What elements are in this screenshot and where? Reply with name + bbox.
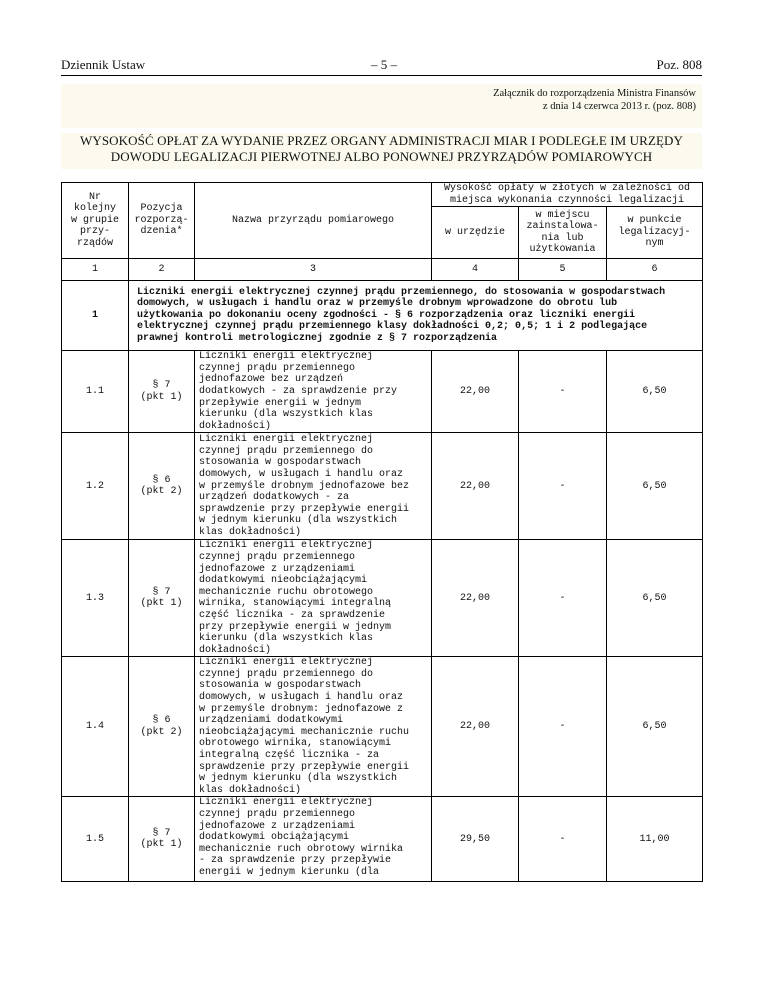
text-line: w przemyśle drobnym jednofazowe bez [199, 480, 410, 492]
row-nr: 1.5 [62, 797, 129, 882]
text-line: stosowania w gospodarstwach [199, 457, 362, 469]
row-fee-site: - [519, 433, 607, 540]
text-line: Nr [88, 191, 101, 203]
paragraph-ref: (pkt 1) [140, 598, 183, 610]
text-line: energii w jednym kierunku (dla [199, 866, 380, 878]
table-row [62, 433, 703, 540]
row-instrument-name [195, 351, 432, 433]
text-line: mechanicznie ruchu obrotowego [199, 586, 374, 598]
head-wysokosc [432, 183, 703, 207]
column-number: 4 [432, 259, 519, 281]
row-fee-point: 11,00 [607, 797, 703, 882]
text-line: czynnej prądu przemiennego do [199, 668, 374, 680]
row-paragraph [129, 540, 195, 657]
head-w-miejscu [519, 207, 607, 259]
text-line: przepływie energii w jednym [199, 397, 362, 409]
title-line-2: DOWODU LEGALIZACJI PIERWOTNEJ ALBO PONOWNEJ PRZYRZĄDÓW POMIAROWYCH [110, 149, 653, 164]
text-line: w grupie [70, 214, 119, 226]
text-line: nym [645, 238, 664, 250]
document-title [61, 133, 702, 169]
text-line: przy- [79, 226, 110, 238]
head-w-punkcie [607, 207, 703, 259]
text-line: dzenia* [140, 226, 183, 238]
row-fee-point: 6,50 [607, 540, 703, 657]
text-line: mechanicznie ruch obrotowy wirnika [199, 843, 404, 855]
text-line: przy przepływie energii w jednym [199, 621, 392, 633]
table-row [62, 540, 703, 657]
paragraph-ref: § 6 [152, 474, 171, 486]
row-paragraph [129, 657, 195, 797]
text-line: nia lub [541, 232, 584, 244]
text-line: czynnej prądu przemiennego [199, 362, 356, 374]
row-fee-point: 6,50 [607, 351, 703, 433]
text-line: dokładności) [199, 644, 272, 656]
text-line: sprawdzenie przy przepływie energii [199, 761, 410, 773]
text-line: jednofazowe bez urządzeń [199, 374, 344, 386]
row-fee-site: - [519, 657, 607, 797]
text-line: dodatkowymi obciążającymi [199, 832, 350, 844]
paragraph-ref: § 7 [152, 827, 171, 839]
text-line: Pozycja [140, 203, 183, 215]
head-nazwa: Nazwa przyrządu pomiarowego [195, 183, 432, 259]
text-line: w jednym kierunku (dla wszystkich [199, 515, 398, 527]
row-fee-point: 6,50 [607, 433, 703, 540]
text-line: czynnej prądu przemiennego [199, 551, 356, 563]
text-line: domowych, w usługach i handlu oraz [199, 692, 404, 704]
head-nr [62, 183, 129, 259]
paragraph-ref: (pkt 2) [140, 726, 183, 738]
paragraph-ref: § 6 [152, 715, 171, 727]
column-numbers-row [62, 259, 703, 281]
text-line: czynnej prądu przemiennego do [199, 445, 374, 457]
text-line: nieobciążającymi mechanicznie ruchu [199, 726, 410, 738]
text-line: Liczniki energii elektrycznej czynnej prądu przemiennego, do stosowania w gospodarstwach [137, 286, 666, 298]
row-fee-office: 22,00 [432, 433, 519, 540]
text-line: - za sprawdzenie przy przepływie [199, 855, 392, 867]
head-w-urzedzie: w urzędzie [432, 207, 519, 259]
text-line: jednofazowe z urządzeniami [199, 563, 356, 575]
table-row [62, 351, 703, 433]
text-line: miejsca wykonania czynności legalizacji [449, 194, 685, 206]
text-line: dodatkowych - za sprawdzenie przy [199, 385, 398, 397]
row-instrument-name [195, 433, 432, 540]
paragraph-ref: (pkt 1) [140, 391, 183, 403]
row-paragraph [129, 433, 195, 540]
text-line: legalizacyj- [618, 226, 691, 238]
text-line: jednofazowe z urządzeniami [199, 820, 356, 832]
annex-note [61, 84, 702, 128]
text-line: rządów [76, 237, 113, 249]
row-fee-office: 22,00 [432, 657, 519, 797]
text-line: Wysokość opłaty w złotych w zależności od [443, 183, 691, 194]
text-line: rozporzą- [134, 214, 189, 226]
row-nr: 1.2 [62, 433, 129, 540]
text-line: w przemyśle drobnym: jednofazowe z [199, 703, 404, 715]
text-line: obrotowego wirnika, stanowiącymi [199, 738, 392, 750]
text-line: Liczniki energii elektrycznej [199, 434, 374, 446]
row-nr: 1.3 [62, 540, 129, 657]
text-line: wirnika, stanowiącymi integralną [199, 598, 392, 610]
row-paragraph [129, 797, 195, 882]
row-fee-office: 29,50 [432, 797, 519, 882]
row-fee-office: 22,00 [432, 351, 519, 433]
text-line: domowych, w usługach i handlu oraz [199, 468, 404, 480]
text-line: prawnej kontroli metrologicznej zgodnie z § 7 rozporządzenia [137, 333, 498, 345]
row-fee-office: 22,00 [432, 540, 519, 657]
page-header [0, 0, 768, 70]
row-fee-site: - [519, 540, 607, 657]
text-line: sprawdzenie przy przepływie energii [199, 503, 410, 515]
page-number: – 5 – [371, 57, 397, 72]
text-line: część licznika - za sprawdzenie [199, 609, 386, 621]
column-number: 1 [62, 259, 129, 281]
row-nr: 1.4 [62, 657, 129, 797]
text-line: kierunku (dla wszystkich klas [199, 409, 374, 421]
column-number: 5 [519, 259, 607, 281]
column-number: 3 [195, 259, 432, 281]
paragraph-ref: § 7 [152, 380, 171, 392]
paragraph-ref: § 7 [152, 586, 171, 598]
title-line-1: WYSOKOŚĆ OPŁAT ZA WYDANIE PRZEZ ORGANY ADMINISTRACJI MIAR I PODLEGŁE IM URZĘDY [79, 133, 684, 148]
text-line: elektrycznej czynnej prądu przemiennego klasy dokładności 0,2; 0,5; 1 i 2 podlegające [137, 321, 648, 333]
header-rule [61, 75, 702, 76]
row-paragraph [129, 351, 195, 433]
text-line: urządzeniami dodatkowymi [199, 715, 344, 727]
text-line: dodatkowymi nieobciążającymi [199, 575, 368, 587]
position-number: Poz. 808 [656, 57, 702, 72]
text-line: w miejscu [535, 209, 590, 221]
table-row [62, 657, 703, 797]
text-line: Liczniki energii elektrycznej [199, 657, 374, 669]
row-fee-point: 6,50 [607, 657, 703, 797]
text-line: czynnej prądu przemiennego [199, 809, 356, 820]
row-fee-site: - [519, 351, 607, 433]
column-number: 2 [129, 259, 195, 281]
text-line: kolejny [73, 203, 116, 215]
text-line: stosowania w gospodarstwach [199, 680, 362, 692]
column-number: 6 [607, 259, 703, 281]
text-line: dokładności) [199, 420, 272, 432]
fees-table [61, 182, 703, 882]
text-line: użytkowania [529, 244, 596, 256]
text-line: klas dokładności) [199, 526, 302, 538]
text-line: klas dokładności) [199, 784, 302, 796]
journal-name: Dziennik Ustaw [61, 57, 146, 72]
paragraph-ref: (pkt 2) [140, 486, 183, 498]
text-line: urządzeń dodatkowych - za [199, 492, 350, 504]
group-nr: 1 [62, 281, 129, 351]
text-line: użytkowania po dokonaniu oceny zgodności - § 6 rozporządzenia oraz liczniki energii [137, 309, 636, 321]
text-line: integralną część licznika - za [199, 750, 380, 762]
group-row [62, 281, 703, 351]
text-line: w punkcie [627, 215, 682, 227]
text-line: Liczniki energii elektrycznej [199, 351, 374, 363]
text-line: Liczniki energii elektrycznej [199, 540, 374, 552]
text-line: w jednym kierunku (dla wszystkich [199, 773, 398, 785]
annex-line-2: z dnia 14 czerwca 2013 r. (poz. 808) [542, 101, 696, 112]
text-line: kierunku (dla wszystkich klas [199, 633, 374, 645]
table-row [62, 797, 703, 882]
row-instrument-name [195, 540, 432, 657]
row-nr: 1.1 [62, 351, 129, 433]
text-line: domowych, w usługach i handlu oraz w przemyśle drobnym wprowadzone do obrotu lub [137, 298, 618, 310]
text-line: zainstalowa- [526, 221, 599, 233]
annex-line-1: Załącznik do rozporządzenia Ministra Finansów [493, 88, 696, 99]
group-title [129, 281, 703, 351]
text-line: Liczniki energii elektrycznej [199, 797, 374, 809]
paragraph-ref: (pkt 1) [140, 839, 183, 851]
row-instrument-name [195, 797, 432, 882]
head-pozycja [129, 183, 195, 259]
row-instrument-name [195, 657, 432, 797]
row-fee-site: - [519, 797, 607, 882]
